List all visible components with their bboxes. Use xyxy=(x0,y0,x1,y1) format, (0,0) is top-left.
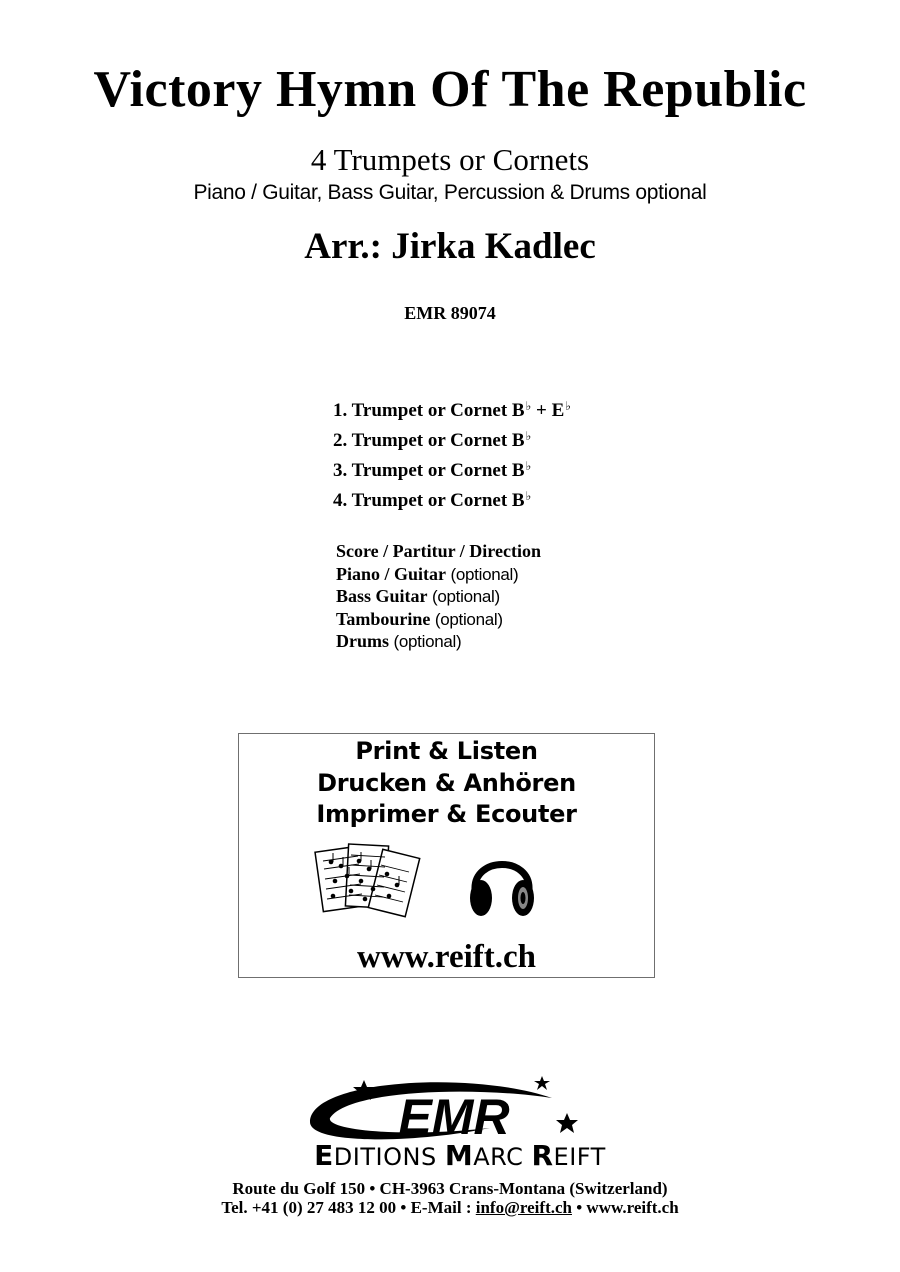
promo-line: Print & Listen xyxy=(355,737,538,765)
extra-item: Piano / Guitar (optional) xyxy=(336,563,519,584)
email-link[interactable]: info@reift.ch xyxy=(475,1198,572,1217)
web-link[interactable]: • www.reift.ch xyxy=(571,1198,679,1217)
sheet-music-icon xyxy=(311,839,423,924)
extra-item: Tambourine (optional) xyxy=(336,608,503,629)
extra-item: Bass Guitar (optional) xyxy=(336,586,500,606)
part-item: 2. Trumpet or Cornet B♭ xyxy=(333,429,532,451)
print-listen-box xyxy=(238,733,655,978)
promo-line: Imprimer & Ecouter xyxy=(316,800,577,828)
promo-line: Drucken & Anhören xyxy=(317,768,576,797)
headphones-icon xyxy=(465,844,539,920)
publisher-name: EDITIONS MARC REIFT xyxy=(314,1139,606,1172)
instrumentation-subtitle: 4 Trumpets or Cornets xyxy=(310,142,590,177)
optional-instruments: Piano / Guitar, Bass Guitar, Percussion & Drums optional xyxy=(193,181,707,204)
part-item: 3. Trumpet or Cornet B♭ xyxy=(333,459,532,481)
website-link[interactable]: www.reift.ch xyxy=(356,939,537,975)
arranger: Arr.: Jirka Kadlec xyxy=(304,226,596,267)
catalog-number: EMR 89074 xyxy=(404,303,496,323)
emr-logo xyxy=(240,1072,680,1172)
extra-item: Score / Partitur / Direction xyxy=(336,541,541,561)
part-item: 1. Trumpet or Cornet B♭ + E♭ xyxy=(333,399,571,421)
part-item: 4. Trumpet or Cornet B♭ xyxy=(333,489,532,511)
extra-item: Drums (optional) xyxy=(336,631,462,651)
piece-title: Victory Hymn Of The Republic xyxy=(93,61,807,118)
publisher-address: Route du Golf 150 • CH-3963 Crans-Montana (Switzerland) xyxy=(232,1179,668,1198)
logo-text: EMR xyxy=(398,1089,510,1145)
extras-list xyxy=(336,540,541,653)
parts-list xyxy=(333,392,571,512)
publisher-contact: Tel. +41 (0) 27 483 12 00 • E-Mail : info@reift.ch • www.reift.ch xyxy=(221,1198,679,1217)
